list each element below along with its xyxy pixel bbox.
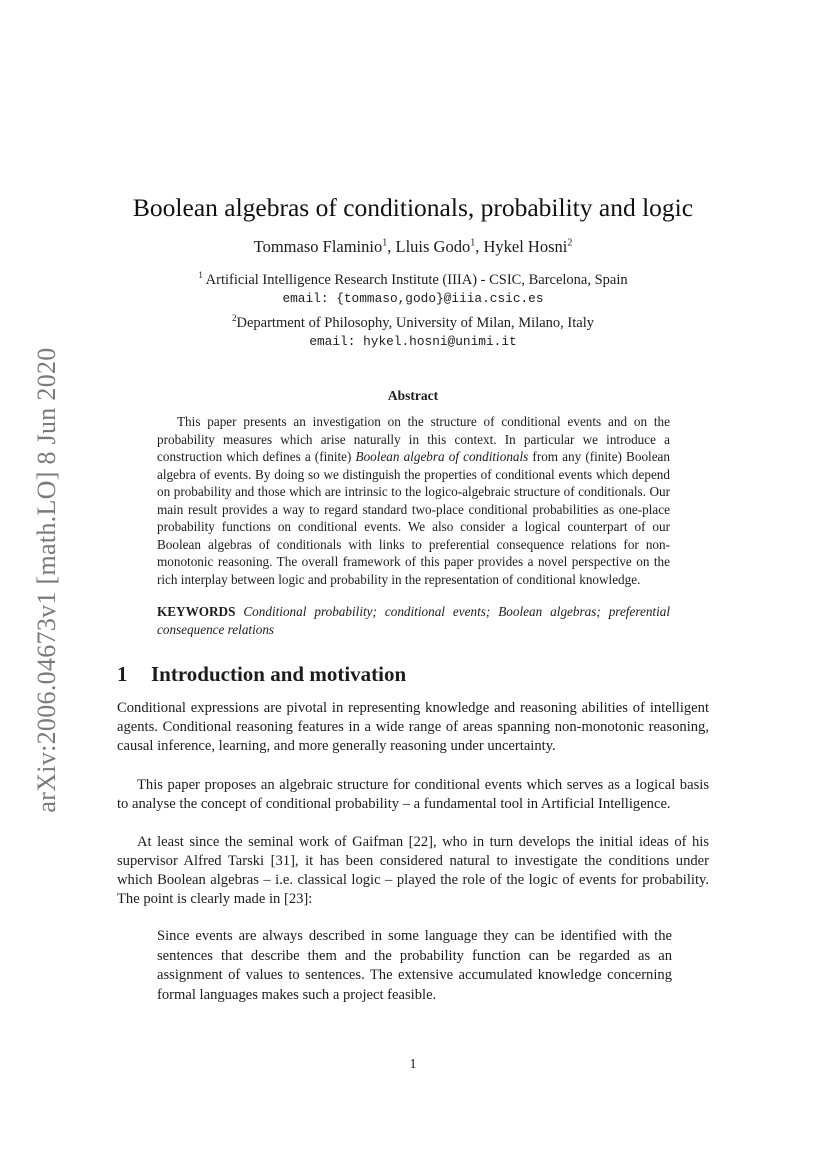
section-heading: [117, 662, 406, 687]
affiliation-1: $^1$ Artificial Intelligence Research Institute (IIIA) - CSIC, Barcelona, Spain: [198, 270, 628, 288]
block-quote: Since events are always described in some language they can be identified with the sentences that describe them and the probability function can be regarded as an assignment of values to sentences. The extensive accumulated knowledge concerning formal languages makes such a project feasible.: [157, 928, 672, 1003]
intro-paragraph-2: This paper proposes an algebraic structure for conditional events which serves as a logical basis to analyse the concept of conditional probability – a fundamental tool in Artificial Intelligence.: [117, 777, 709, 812]
page-number: 1: [409, 1057, 417, 1072]
paper-title: Boolean algebras of conditionals, probability and logic: [132, 193, 694, 222]
author-affiliation-mark: 2: [567, 237, 573, 249]
author-affiliation-mark: 1: [470, 237, 476, 249]
author-name: Tommaso Flaminio: [253, 237, 383, 256]
intro-paragraph-1: Conditional expressions are pivotal in representing knowledge and reasoning abilities of intelligent agents. Conditional reasoning features in a wide range of areas spanning non-monotonic reasoning, causal inference, learning, and more generally reasoning under uncertainty.: [117, 700, 709, 754]
abstract-body: This paper presents an investigation on the structure of conditional events and on the probability measures which arise naturally in this context. In particular we introduce a construction which defines a (finite) Boolean algebra of conditionals from any (finite) Boolean algebra of events. By doing so we distinguish the properties of conditional events which depend on probability and those which are intrinsic to the logico-algebraic structure of conditionals. Our main result provides a way to regard standard two-place conditional probabilities as one-place probability functions on conditional events. We also consider a logical counterpart of our Boolean algebras of conditionals with links to preferential consequence relations for non-monotonic reasoning. The overall framework of this paper provides a novel perspective on the rich interplay between logic and probability in the representation of conditional knowledge.: [157, 414, 670, 587]
intro-paragraph-3: At least since the seminal work of Gaifman [22], who in turn develops the initial ideas of his supervisor Alfred Tarski [31], it has been considered natural to investigate the conditions under which Boolean algebras – i.e. classical logic – played the role of the logic of events for probability. The point is clearly made in [23]:: [117, 834, 709, 907]
abstract-heading: Abstract: [387, 388, 439, 403]
author-affiliation-mark: 1: [382, 237, 388, 249]
affiliation-2-email: email: hykel.hosni@unimi.it: [309, 334, 517, 349]
section-number: 1: [117, 662, 128, 686]
keywords-text: Conditional probability; conditional events; Boolean algebras; preferential consequence relations: [157, 604, 670, 637]
arxiv-identifier-stamp: arXiv:2006.04673v1 [math.LO] 8 Jun 2020: [32, 347, 61, 813]
section-title: Introduction and motivation: [151, 662, 407, 686]
author-name: Lluis Godo: [395, 237, 471, 256]
author-name: Hykel Hosni: [483, 237, 568, 256]
author-list: Tommaso Flaminio$^1$, Lluis Godo$^1$, Hykel Hosni$^2$: [253, 237, 573, 256]
keywords-label: KEYWORDS: [157, 604, 236, 619]
keywords: [157, 603, 670, 638]
affiliation-2: $^2$Department of Philosophy, University of Milan, Milano, Italy: [232, 313, 594, 331]
abstract-emphasis: Boolean algebra of conditionals: [355, 449, 529, 464]
affiliation-1-email: email: {tommaso,godo}@iiia.csic.es: [282, 291, 544, 306]
